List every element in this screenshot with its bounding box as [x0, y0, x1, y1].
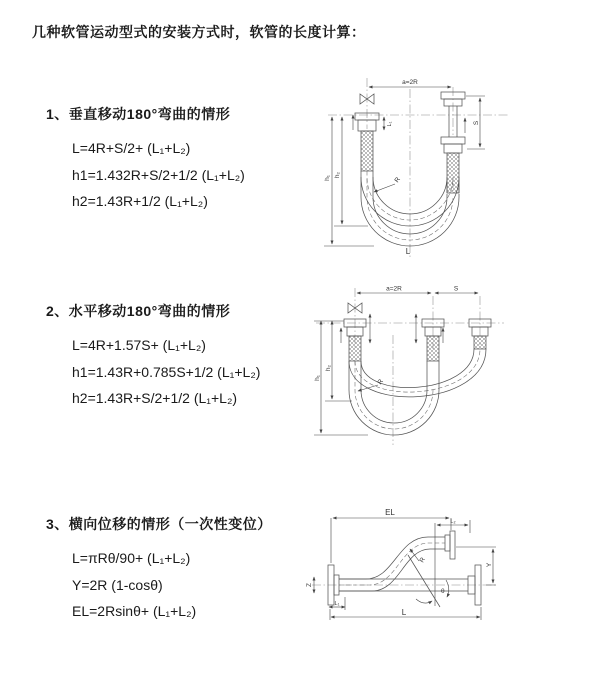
section-horizontal-move	[46, 301, 260, 412]
centerlines	[328, 78, 508, 257]
dim-label-s: S	[473, 120, 480, 126]
fitting-length-dimension	[384, 117, 393, 130]
top-span-dimension	[369, 79, 451, 87]
el-dimension	[331, 508, 451, 563]
vertical-180-bend-diagram	[310, 73, 590, 260]
formula-h1: h1=1.43R+0.785S+1/2 (L₁+L₂)	[72, 363, 261, 380]
dim-label-l: L	[405, 247, 411, 256]
section-vertical-move	[46, 104, 245, 215]
page-title: 几种软管运动型式的安装方式时，软管的长度计算：	[32, 24, 366, 40]
dim-label-l1: L₁	[387, 121, 393, 127]
centerlines	[316, 285, 504, 445]
formula-l: L=4R+S/2+ (L₁+L₂)	[72, 140, 191, 156]
hose-u-curves	[349, 349, 486, 435]
formula-h2: h2=1.43R+S/2+1/2 (L₁+L₂)	[72, 390, 238, 406]
lateral-displacement-diagram	[298, 503, 600, 645]
stroke-dimension	[466, 96, 485, 149]
formula-l: L=4R+1.57S+ (L₁+L₂)	[72, 337, 206, 353]
dim-label-z: Z	[306, 583, 313, 587]
formula-el: EL=2Rsinθ+ (L₁+L₂)	[72, 603, 197, 619]
dim-label-h1: h₁	[324, 175, 331, 181]
dim-label-span: a=2R	[402, 79, 418, 86]
dim-label-h1: h₁	[314, 375, 321, 381]
dim-label-span: a=2R	[386, 285, 402, 293]
formula-h2: h2=1.43R+1/2 (L₁+L₂)	[72, 193, 208, 209]
section-3-heading: 3、横向位移的情形（一次性变位）	[46, 516, 272, 532]
dim-label-l: L	[401, 608, 407, 617]
middle-fitting	[422, 319, 444, 361]
dim-label-s: S	[453, 285, 459, 293]
l1-dimension	[329, 597, 345, 610]
horizontal-180-bend-diagram	[308, 283, 600, 460]
dim-label-l1: L₁	[334, 601, 340, 607]
section-lateral-displacement	[46, 514, 272, 625]
top-dimensions	[357, 286, 478, 294]
dim-label-h2: h₂	[334, 171, 341, 179]
dim-label-r: R	[376, 378, 385, 387]
displaced-hose-position	[339, 531, 455, 591]
angle-construction	[408, 523, 449, 607]
dim-label-el: EL	[385, 508, 395, 517]
dim-label-r: R	[418, 556, 427, 565]
dim-label-y: Y	[486, 562, 493, 568]
z-dimension	[306, 577, 314, 593]
l-dimension	[330, 607, 481, 620]
dim-label-l2: L₂	[450, 519, 456, 525]
dim-label-h2: h₂	[325, 364, 332, 372]
section-2-heading: 2、水平移动180°弯曲的情形	[46, 303, 231, 319]
radius-callout	[374, 176, 402, 192]
formula-l: L=πRθ/90+ (L₁+L₂)	[72, 550, 191, 566]
dim-label-r: R	[393, 176, 402, 185]
dim-label-theta: θ	[441, 588, 445, 595]
formula-h1: h1=1.432R+S/2+1/2 (L₁+L₂)	[72, 166, 245, 183]
movement-arrows	[353, 115, 465, 133]
section-1-heading: 1、垂直移动180°弯曲的情形	[46, 106, 231, 122]
formula-y: Y=2R (1-cosθ)	[72, 576, 163, 593]
